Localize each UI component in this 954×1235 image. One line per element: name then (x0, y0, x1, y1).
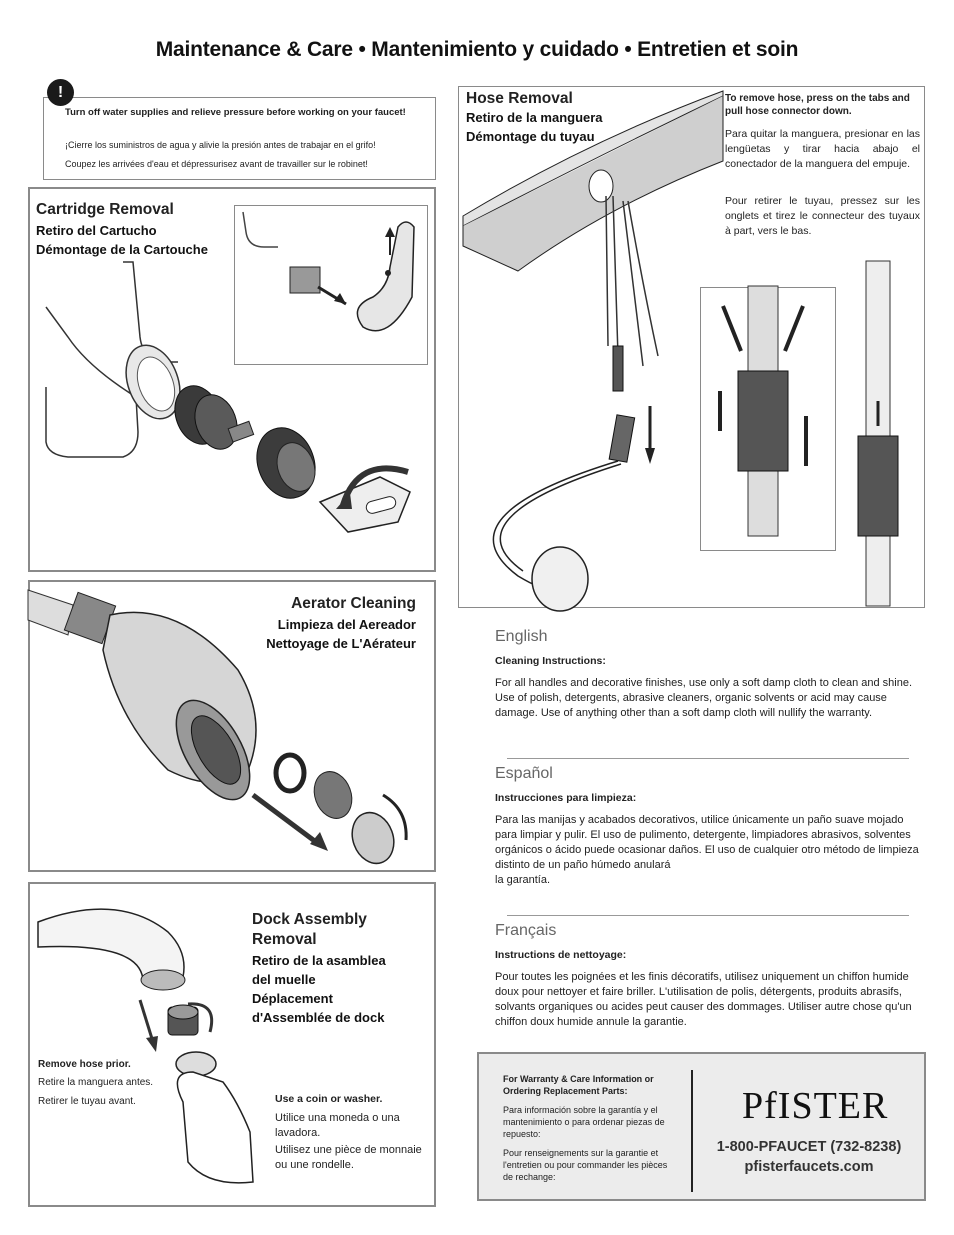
exclamation-icon: ! (47, 79, 74, 106)
hose-illustration (458, 86, 925, 608)
warning-text-es: ¡Cierre los suministros de agua y alivie la presión antes de trabajar en el grifo! (65, 140, 376, 150)
aerator-title-fr: Nettoyage de L'Aérateur (266, 636, 416, 651)
divider-2 (507, 915, 909, 916)
warranty-fr: Pour renseignements sur la garantie et l'entretien ou pour commander les pièces de rechange: (503, 1148, 668, 1182)
pfister-logo: PfISTER (742, 1085, 889, 1127)
dock-remove-es: Retire la manguera antes. (38, 1077, 154, 1088)
french-text: Pour toutes les poignées et les finis décoratifs, utilisez uniquement un chiffon humide doux pour nettoyer et faire briller. L'utilisation de polis, détergents, produits abrasifs, solvants organiques ou acides peut causer des dommages. Utiliser autre chose qu'un chiffon doux humide annule la garantie. (495, 971, 912, 1028)
french-heading: Français (495, 922, 557, 939)
aerator-illustration (28, 580, 436, 872)
cartridge-illustration (28, 187, 436, 572)
cartridge-title-fr: Démontage de la Cartouche (36, 242, 208, 257)
hose-instr-fr: Pour retirer le tuyau, pressez sur les onglets et tirez le connecteur des tuyaux à part, vers le bas. (725, 195, 920, 237)
dock-title-es-2: del muelle (252, 972, 316, 987)
english-subheading: Cleaning Instructions: (495, 655, 606, 667)
warranty-phone: 1-800-PFAUCET (732-8238) (716, 1139, 902, 1155)
hose-title-en: Hose Removal (466, 90, 573, 107)
dock-title-fr-2: d'Assemblée de dock (252, 1010, 385, 1025)
cartridge-title-es: Retiro del Cartucho (36, 223, 157, 238)
divider-1 (507, 758, 909, 759)
aerator-title-es: Limpieza del Aereador (277, 617, 416, 632)
dock-title-es-1: Retiro de la asamblea (252, 953, 386, 968)
spanish-text-end: la garantía. (495, 874, 551, 886)
dock-title-en-2: Removal (252, 931, 317, 948)
warranty-divider (691, 1070, 693, 1192)
dock-remove-en: Remove hose prior. (38, 1059, 131, 1070)
dock-remove-fr: Retirer le tuyau avant. (38, 1096, 136, 1107)
dock-coin-en: Use a coin or washer. (275, 1093, 383, 1105)
spanish-text: Para las manijas y acabados decorativos, utilice únicamente un paño suave mojado para limpiar y pulir. El uso de pulimento, detergente, limpiadores abrasivos, solventes orgánicos o ácido puede ocasionar daños. El uso de cualquier otro método de limpieza distinto de un paño húmedo anulará (495, 814, 919, 871)
french-subheading: Instructions de nettoyage: (495, 949, 627, 961)
dock-illustration (28, 882, 436, 1207)
english-text: For all handles and decorative finishes, use only a soft damp cloth to clean and shine. Use of polish, detergents, abrasive cleaners, organic solvents or acid may cause damage. Use of anything other than a soft damp cloth will nullify the warranty. (495, 677, 913, 719)
spanish-subheading: Instrucciones para limpieza: (495, 792, 637, 804)
warranty-website[interactable]: pfisterfaucets.com (744, 1159, 874, 1175)
dock-title-fr-1: Déplacement (252, 991, 333, 1006)
warranty-es: Para información sobre la garantía y el mantenimiento o para ordenar piezas de repuesto: (503, 1105, 665, 1139)
dock-coin-fr: Utilisez une pièce de monnaie ou une rondelle. (275, 1144, 422, 1171)
dock-title-en-1: Dock Assembly (252, 911, 367, 928)
aerator-title-en: Aerator Cleaning (291, 595, 416, 612)
hose-instr-en: To remove hose, press on the tabs and pull hose connector down. (725, 93, 910, 117)
hose-instr-es: Para quitar la manguera, presionar en las lengüetas y tirar hacia abajo el conectador de la manguera del empuje. (725, 128, 920, 170)
cartridge-title-en: Cartridge Removal (36, 201, 174, 218)
warning-text-en: Turn off water supplies and relieve pressure before working on your faucet! (65, 107, 406, 118)
hose-title-fr: Démontage du tuyau (466, 129, 595, 144)
spanish-heading: Español (495, 765, 553, 782)
dock-coin-es: Utilice una moneda o una lavadora. (275, 1112, 400, 1139)
warranty-en: For Warranty & Care Information or Ordering Replacement Parts: (503, 1074, 654, 1096)
warning-text-fr: Coupez les arrivées d'eau et dépressurisez avant de travailler sur le robinet! (65, 159, 368, 169)
hose-title-es: Retiro de la manguera (466, 110, 603, 125)
english-heading: English (495, 628, 548, 645)
page-title: Maintenance & Care • Mantenimiento y cuidado • Entretien et soin (155, 38, 799, 61)
